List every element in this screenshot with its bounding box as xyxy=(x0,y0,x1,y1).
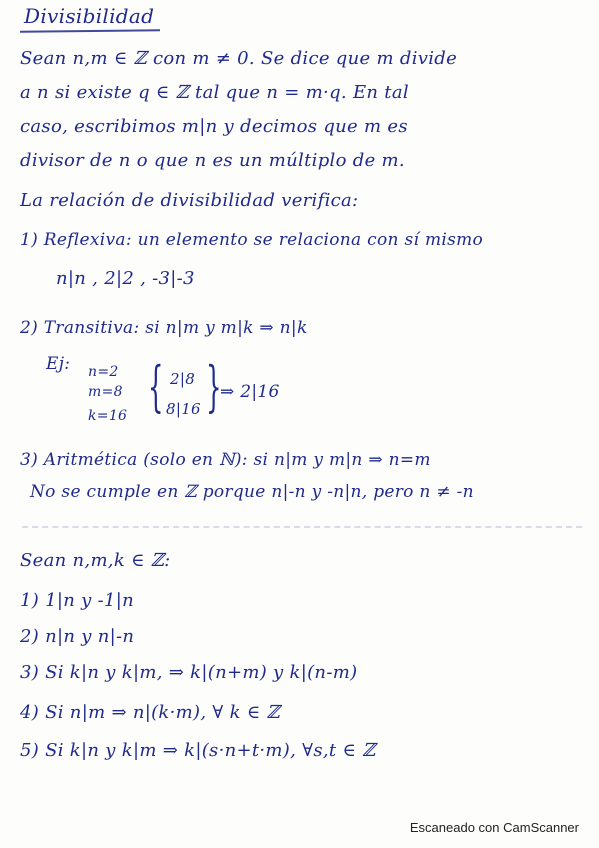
example-var-k: k=16 xyxy=(88,408,128,424)
section-divider xyxy=(22,526,582,528)
list-item-4: 4) Si n|m ⇒ n|(k·m), ∀ k ∈ ℤ xyxy=(20,702,280,723)
relation-intro: La relación de divisibilidad verifica: xyxy=(20,190,359,211)
second-intro: Sean n,m,k ∈ ℤ: xyxy=(20,550,171,571)
property-3-note: No se cumple en ℤ porque n|-n y -n|n, pero n ≠ -n xyxy=(30,482,474,502)
example-div-1: 2|8 xyxy=(170,370,196,388)
definition-line-1: Sean n,m ∈ ℤ con m ≠ 0. Se dice que m divide xyxy=(20,48,458,69)
example-div-2: 8|16 xyxy=(166,400,201,418)
example-prefix: Ej: xyxy=(46,354,71,374)
property-2-label: 2) Transitiva: si n|m y m|k ⇒ n|k xyxy=(20,318,308,338)
definition-line-4: divisor de n o que n es un múltiplo de m. xyxy=(20,150,405,171)
title-underline xyxy=(20,29,160,32)
property-3-label: 3) Aritmética (solo en ℕ): si n|m y m|n ⇒ n=m xyxy=(20,450,431,470)
list-item-5: 5) Si k|n y k|m ⇒ k|(s·n+t·m), ∀s,t ∈ ℤ xyxy=(20,740,376,761)
list-item-3: 3) Si k|n y k|m, ⇒ k|(n+m) y k|(n-m) xyxy=(20,662,358,683)
example-result: ⇒ 2|16 xyxy=(220,382,280,402)
definition-line-2: a n si existe q ∈ ℤ tal que n = m·q. En tal xyxy=(20,82,409,103)
page-title: Divisibilidad xyxy=(24,4,155,28)
property-1-label: 1) Reflexiva: un elemento se relaciona con sí mismo xyxy=(20,230,484,250)
property-1-example: n|n , 2|2 , -3|-3 xyxy=(56,268,195,289)
definition-line-3: caso, escribimos m|n y decimos que m es xyxy=(20,116,408,137)
list-item-2: 2) n|n y n|-n xyxy=(20,626,135,647)
example-var-m: m=8 xyxy=(88,384,123,400)
list-item-1: 1) 1|n y -1|n xyxy=(20,590,135,611)
example-var-n: n=2 xyxy=(88,364,119,380)
left-brace: { xyxy=(148,355,164,418)
right-brace: } xyxy=(206,355,222,418)
scanner-watermark: Escaneado con CamScanner xyxy=(409,820,579,835)
